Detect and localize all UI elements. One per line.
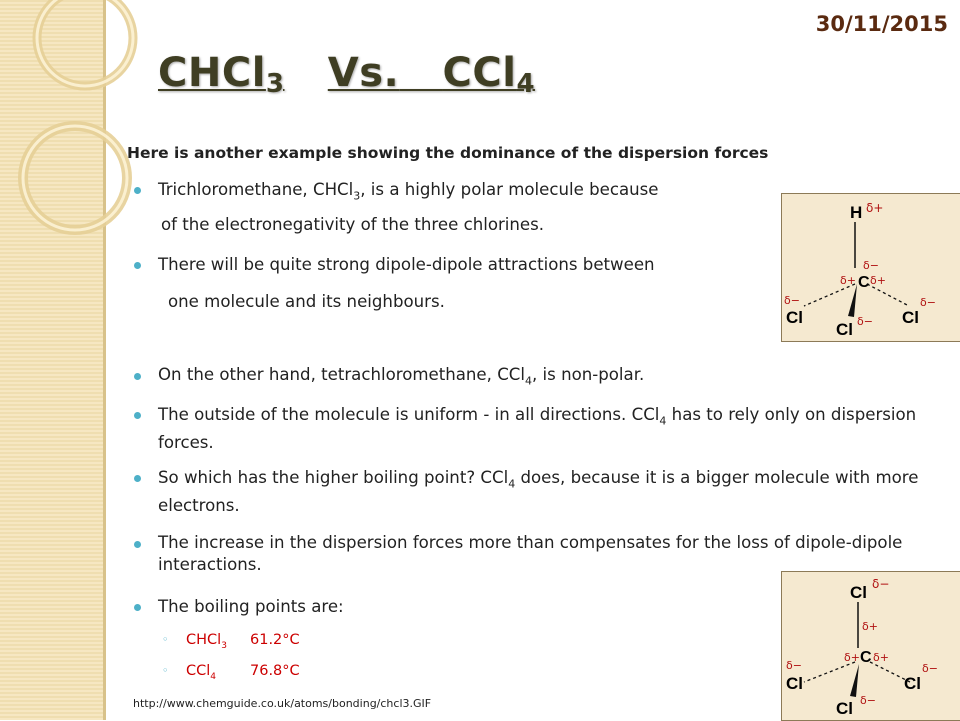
bullet-1-text-end: , is a highly polar molecule because <box>360 180 659 199</box>
delta-plus: δ+ <box>873 651 889 664</box>
bullet-3 <box>158 364 644 392</box>
delta-plus: δ+ <box>870 274 886 287</box>
bond-c-cl-bottom <box>848 284 857 317</box>
bullet-4-text: The outside of the molecule is uniform - in all directions. CCl <box>158 405 660 424</box>
bullet-dot-icon <box>134 475 141 482</box>
boiling-point-chcl3 <box>186 632 300 651</box>
bullet-1-continuation: of the electronegativity of the three chlorines. <box>161 215 545 234</box>
chcl3-molecule-diagram <box>781 193 960 342</box>
bullet-dot-icon <box>134 262 141 269</box>
bullet-dot-icon <box>134 412 141 419</box>
bullet-3-sub: 4 <box>524 374 532 388</box>
slide-date: 30/11/2015 <box>815 12 948 36</box>
source-url: http://www.chemguide.co.uk/atoms/bonding/chcl3.GIF <box>133 697 432 710</box>
delta-minus-right: δ− <box>922 662 938 675</box>
bp-chcl3-value: 61.2°C <box>250 632 300 648</box>
bp-chcl3-sub: 3 <box>221 640 227 651</box>
ccl4-molecule-diagram <box>781 571 960 721</box>
atom-cl-top: Cl <box>850 583 867 602</box>
delta-minus-bottom: δ− <box>860 694 876 707</box>
decorative-rings-icon <box>0 0 140 300</box>
atom-cl-left: Cl <box>786 674 803 693</box>
bullet-dot-icon <box>134 604 141 611</box>
bullet-1-sub: 3 <box>353 189 361 203</box>
title-vs: Vs. <box>327 50 400 96</box>
atom-h: H <box>850 203 863 222</box>
title-chcl3: CHCl <box>158 50 266 96</box>
title-sub-4: 4 <box>516 69 536 99</box>
delta-plus: δ+ <box>840 274 856 287</box>
bp-ccl4-sub: 4 <box>210 671 217 682</box>
bullet-4-text-end: has to rely only on dispersion forces. <box>158 405 917 453</box>
bullet-7: The boiling points are: <box>158 597 344 616</box>
atom-cl-left: Cl <box>786 308 803 327</box>
bullet-5-sub: 4 <box>508 477 516 491</box>
bp-chcl3-name: CHCl <box>186 632 222 648</box>
delta-minus-bottom: δ− <box>857 315 873 328</box>
bp-ccl4-name: CCl <box>186 663 211 679</box>
bullet-dot-icon <box>134 373 141 380</box>
atom-c: C <box>858 274 870 291</box>
delta-plus-h: δ+ <box>866 201 884 215</box>
delta-plus: δ+ <box>862 620 878 633</box>
intro-text: Here is another example showing the dominance of the dispersion forces <box>127 144 769 162</box>
bond-c-cl-left <box>804 284 855 306</box>
bullet-dot-icon <box>134 541 141 548</box>
atom-cl-right: Cl <box>904 674 921 693</box>
sub-bullet-ring-icon: ◦ <box>162 664 169 677</box>
slide-title <box>158 50 535 99</box>
bullet-3-text-end: , is non-polar. <box>531 365 645 384</box>
bullet-2-continuation: one molecule and its neighbours. <box>168 292 445 311</box>
bond-c-cl-right <box>867 284 909 306</box>
atom-c: C <box>860 649 872 666</box>
delta-minus: δ− <box>863 259 879 272</box>
bullet-6: The increase in the dispersion forces more than compensates for the loss of dipole-dipole interactions. <box>158 533 903 574</box>
bond-c-cl-left <box>804 662 855 682</box>
atom-cl-right: Cl <box>902 308 919 327</box>
bullet-5-text: So which has the higher boiling point? CCl <box>158 468 509 487</box>
delta-plus: δ+ <box>844 651 860 664</box>
title-ccl4: CCl <box>442 50 517 96</box>
bullet-4-sub: 4 <box>659 414 667 428</box>
delta-minus-top: δ− <box>872 577 890 591</box>
bullet-2: There will be quite strong dipole-dipole attractions between <box>158 255 655 274</box>
delta-minus-left: δ− <box>786 659 802 672</box>
delta-minus-right: δ− <box>920 296 936 309</box>
title-sub-3: 3 <box>265 69 285 99</box>
bp-ccl4-value: 76.8°C <box>250 663 300 679</box>
atom-cl-bottom: Cl <box>836 320 853 339</box>
boiling-point-ccl4 <box>186 663 300 682</box>
bond-c-cl-bottom <box>850 664 859 697</box>
bullet-dot-icon <box>134 187 141 194</box>
sub-bullet-ring-icon: ◦ <box>162 633 169 646</box>
bullet-5-text-end: does, because it is a bigger molecule with more electrons. <box>158 468 919 516</box>
atom-cl-bottom: Cl <box>836 699 853 718</box>
bullet-1-text: Trichloromethane, CHCl <box>158 180 354 199</box>
bullet-5 <box>158 467 938 517</box>
bullet-4 <box>158 404 938 454</box>
delta-minus-left: δ− <box>784 294 800 307</box>
bullet-1 <box>158 179 659 207</box>
bullet-3-text: On the other hand, tetrachloromethane, CCl <box>158 365 525 384</box>
